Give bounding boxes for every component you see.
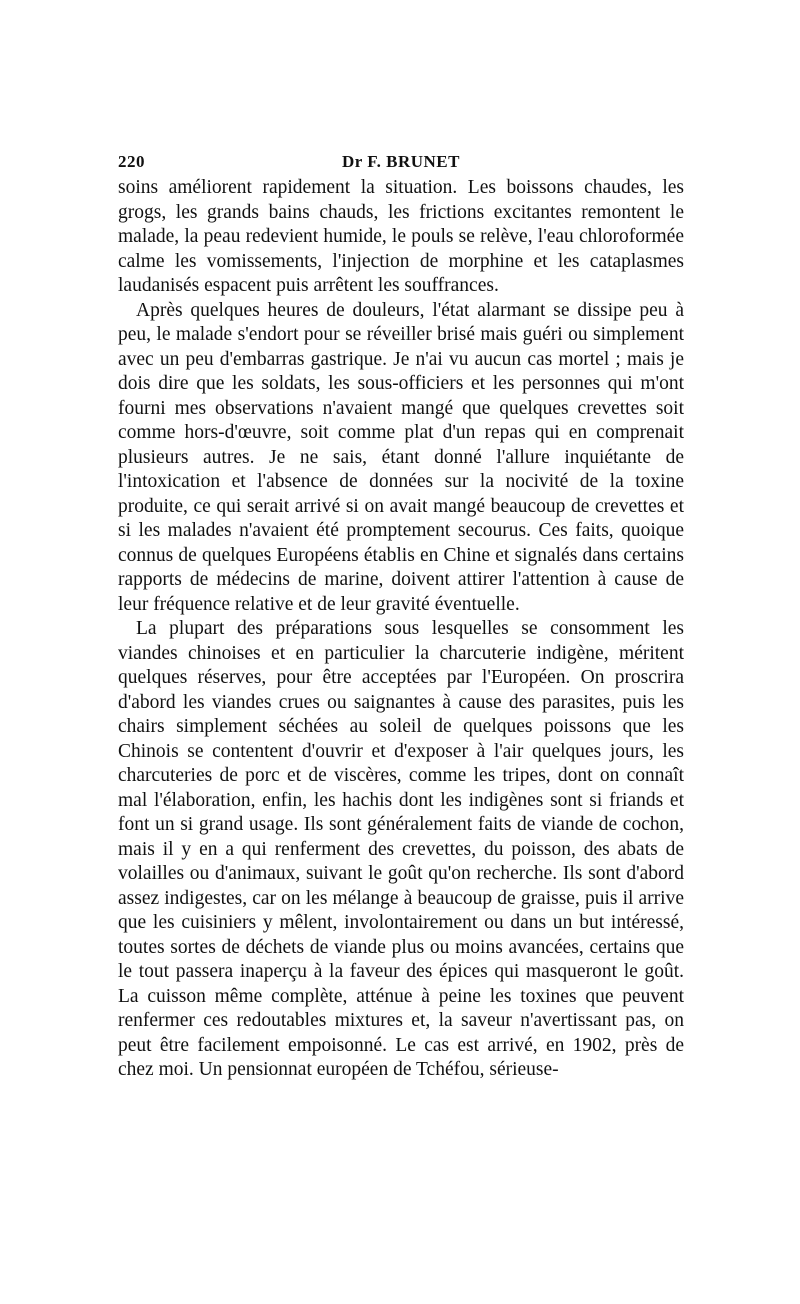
paragraph-continuation: soins améliorent rapidement la situation. Les boissons chaudes, les grogs, les grands bains chauds, les frictions excitantes remontent le malade, la peau redevient humide, le pouls se relève, l'eau chloroformée calme les vomissements, l'injection de morphine et les cataplasmes laudanisés espacent puis arrêtent les souffrances.: [118, 177, 684, 296]
header-author: Dr F. BRUNET: [342, 152, 460, 171]
paragraph-shrimp-poisoning: Après quelques heures de douleurs, l'état alarmant se dissipe peu à peu, le malade s'endort pour se réveiller brisé mais guéri ou simplement avec un peu d'embarras gastrique. Je n'ai vu aucun cas mortel ; mais je dois dire que les soldats, les sous-officiers et les personnes qui m'ont fourni mes observations n'avaient mangé que quelques crevettes soit comme hors-d'œuvre, soit comme plat d'un repas qui en comprenait plusieurs autres. Je ne sais, étant donné l'allure inquiétante de l'intoxication et l'absence de données sur la nocivité de la toxine produite, ce qui serait arrivé si on avait mangé beaucoup de crevettes et si les malades n'avaient été promptement secourus. Ces faits, quoique connus de quelques Européens établis en Chine et signalés dans certains rapports de médecins de marine, doivent attirer l'attention à cause de leur fréquence relative et de leur gravité éventuelle.: [118, 299, 684, 615]
running-head: [118, 148, 684, 176]
book-page: [118, 148, 684, 1083]
page-number: 220: [118, 152, 145, 171]
paragraph-chinese-meats: La plupart des préparations sous lesquelles se consomment les viandes chinoises et en particulier la charcuterie indigène, méritent quelques réserves, pour être acceptées par l'Européen. On proscrira d'abord les viandes crues ou saignantes à cause des parasites, puis les chairs simplement séchées au soleil de quelques poissons que les Chinois se contentent d'ouvrir et d'exposer à l'air quelques jours, les charcuteries de porc et de viscères, comme les tripes, dont on connaît mal l'élaboration, enfin, les hachis dont les indigènes sont si friands et font un si grand usage. Ils sont généralement faits de viande de cochon, mais il y en a qui renferment des crevettes, du poisson, des abats de volailles ou d'animaux, suivant le goût qu'on recherche. Ils sont d'abord assez indigestes, car on les mélange à beaucoup de graisse, puis il arrive que les cuisiniers y mêlent, involontairement ou dans un but intéressé, toutes sortes de déchets de viande plus ou moins avancées, certains que le tout passera inaperçu à la faveur des épices qui masqueront le goût. La cuisson même complète, atténue à peine les toxines que peuvent renfermer ces redoutables mixtures et, la saveur n'avertissant pas, on peut être facilement empoisonné. Le cas est arrivé, en 1902, près de chez moi. Un pensionnat européen de Tchéfou, sérieuse-: [118, 618, 684, 1080]
